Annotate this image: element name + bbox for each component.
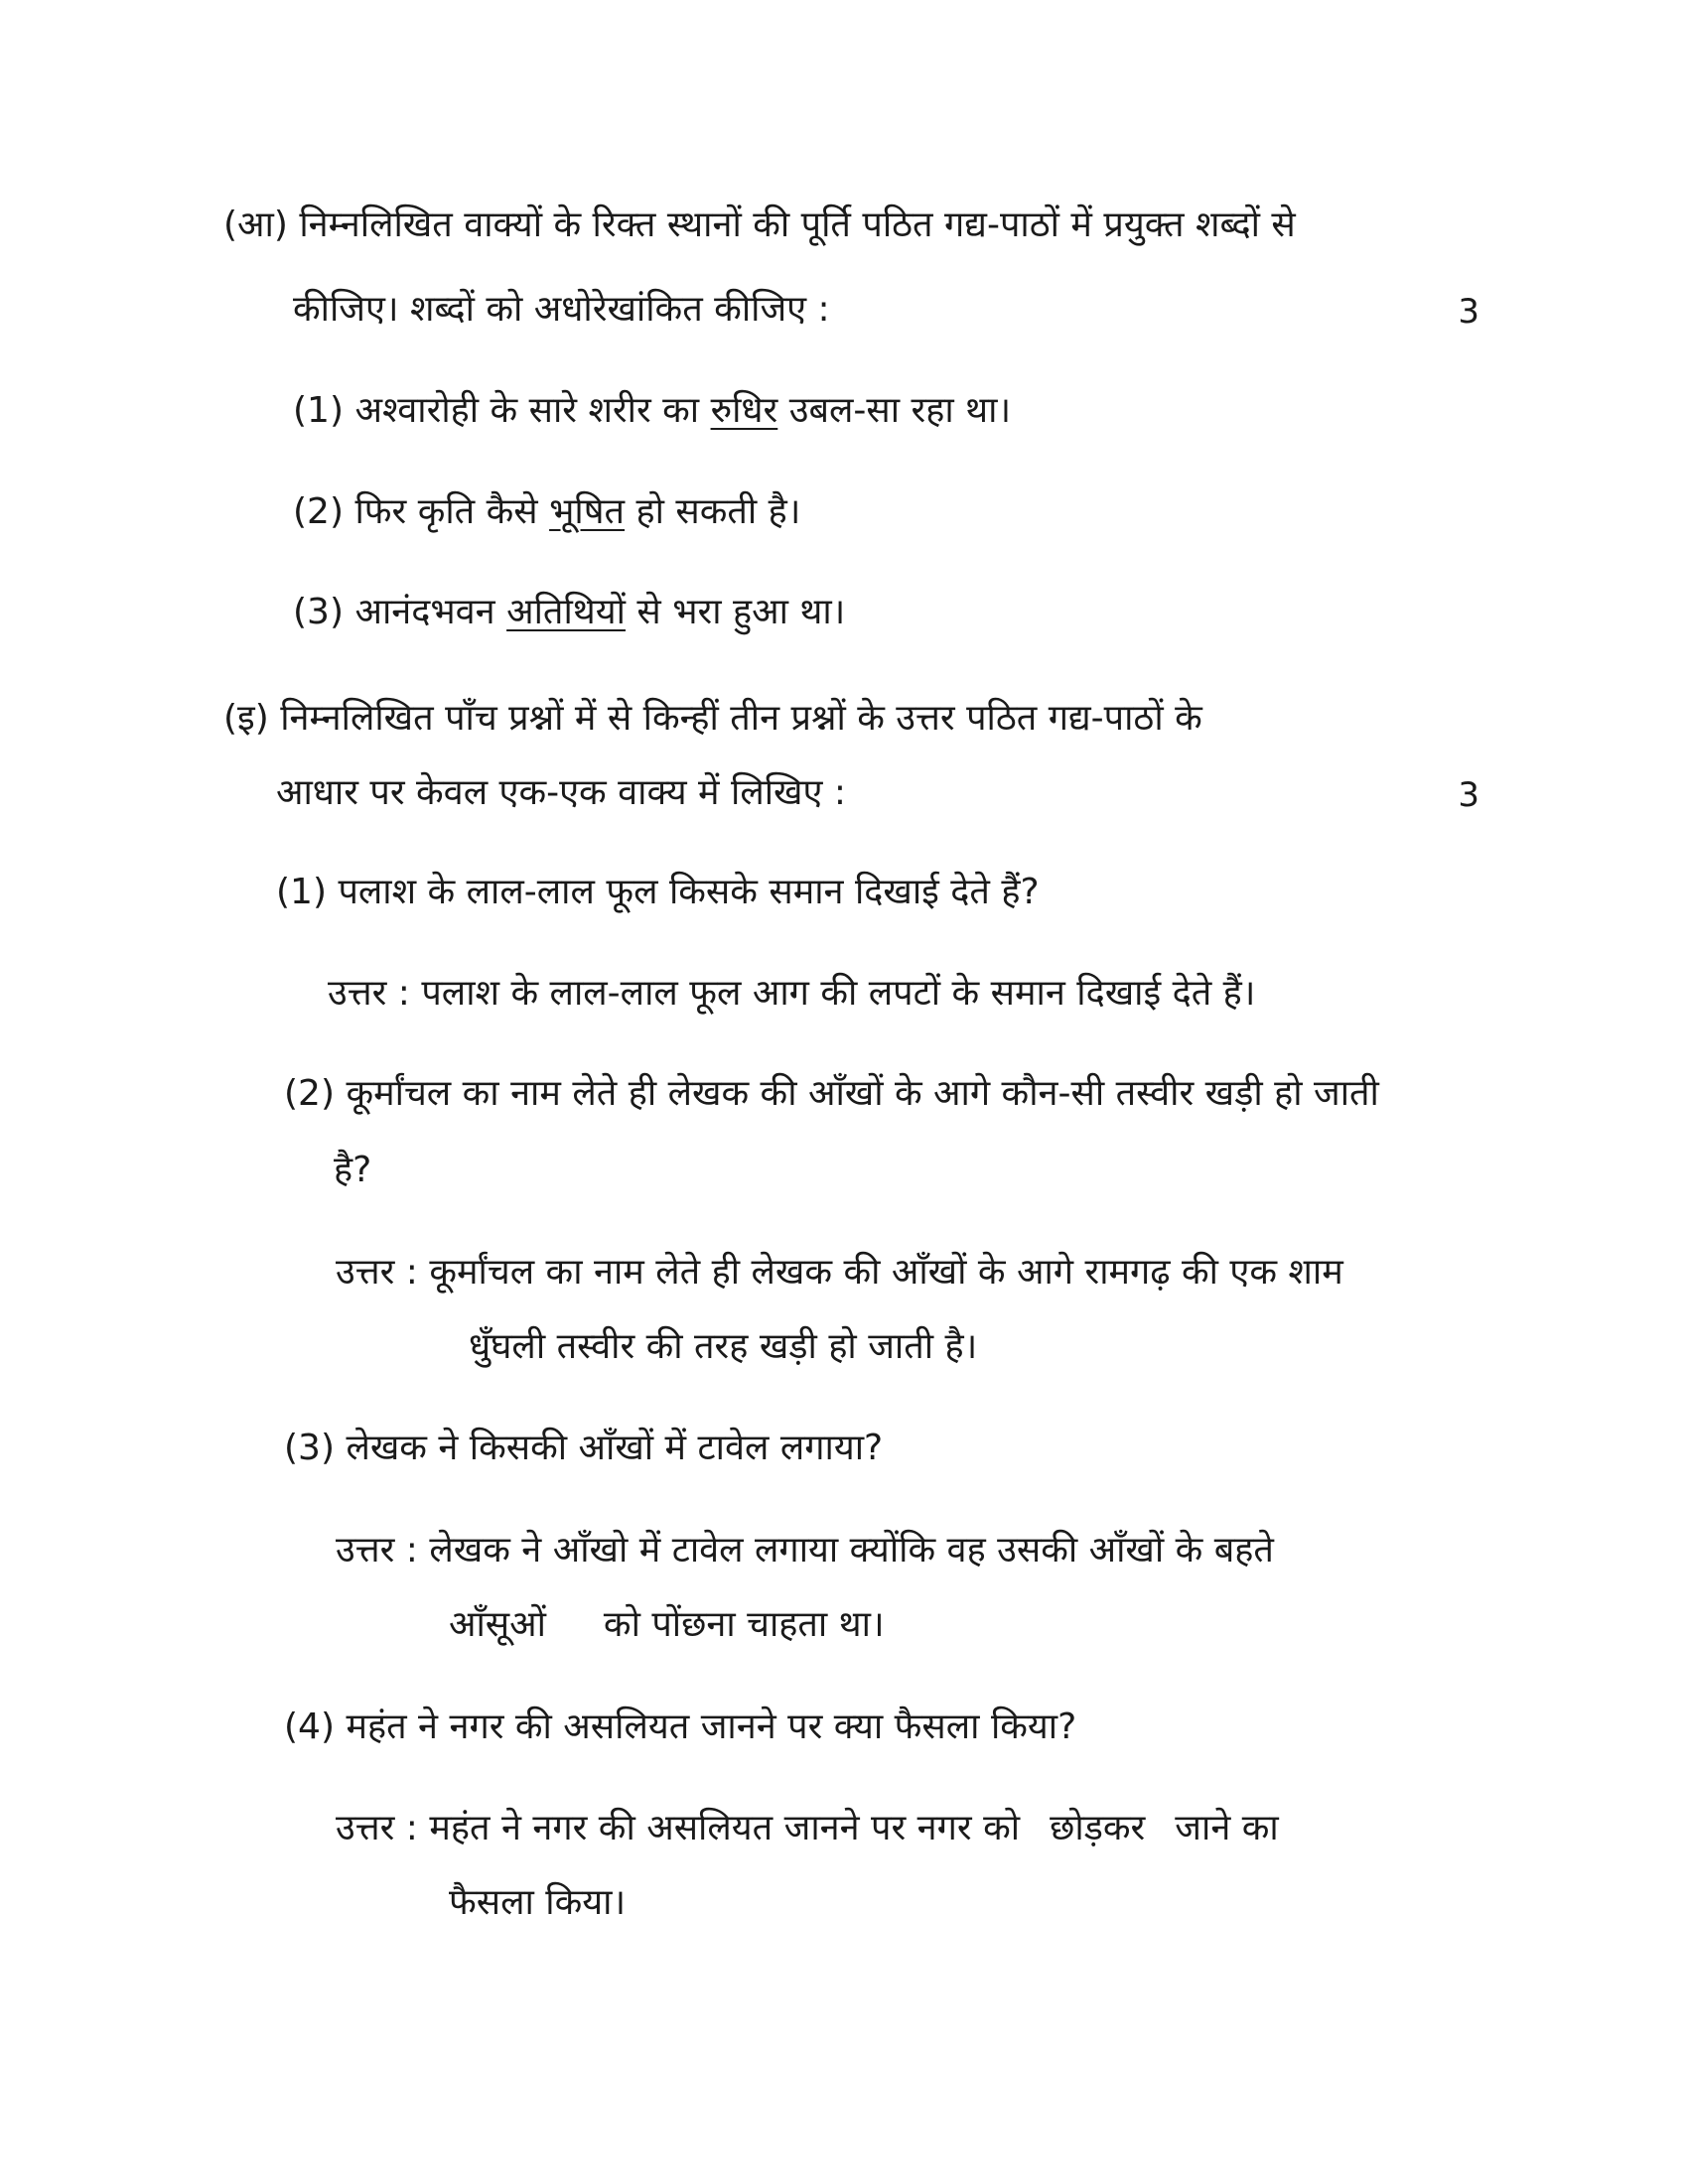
- answer-2-line1: उत्तर : कूर्मांचल का नाम लेते ही लेखक की आँखों के आगे रामगढ़ की एक शाम: [336, 1252, 1343, 1293]
- answer-4-line1: [336, 1805, 1279, 1852]
- fill-blank-item-2: [293, 488, 800, 536]
- item-number: (2): [293, 491, 344, 532]
- answer-3-line1: उत्तर : लेखक ने आँखो में टावेल लगाया क्योंकि वह उसकी आँखों के बहते: [336, 1530, 1274, 1570]
- section-aa-heading-line2: कीजिए। शब्दों को अधोरेखांकित कीजिए :: [293, 289, 830, 330]
- answer-4-part-3: जाने का: [1175, 1808, 1279, 1848]
- section-aa-marks: 3: [1458, 292, 1479, 332]
- item-text-after: उबल-सा रहा था।: [777, 390, 1012, 431]
- fill-blank-item-3: [293, 589, 845, 636]
- question-1: (1) पलाश के लाल-लाल फूल किसके समान दिखाई देते हैं?: [276, 872, 1040, 912]
- section-i-heading-line2: आधार पर केवल एक-एक वाक्य में लिखिए :: [276, 772, 846, 813]
- underlined-word: रुधिर: [710, 390, 778, 431]
- answer-3-word-2: को पोंछना चाहता था।: [603, 1604, 885, 1645]
- question-3: (3) लेखक ने किसकी आँखों में टावेल लगाया?: [284, 1428, 884, 1468]
- item-number: (3): [293, 592, 344, 632]
- answer-4-part-2: छोड़कर: [1050, 1808, 1146, 1848]
- answer-4-line2: फैसला किया।: [449, 1882, 627, 1923]
- item-text-after: हो सकती है।: [625, 491, 801, 532]
- answer-3-line2: [449, 1601, 885, 1649]
- item-text-before: आनंदभवन: [354, 592, 507, 632]
- question-4: (4) महंत ने नगर की असलियत जानने पर क्या फैसला किया?: [284, 1706, 1077, 1747]
- section-i-heading-line1: (इ) निम्नलिखित पाँच प्रश्नों में से किन्हीं तीन प्रश्नों के उत्तर पठित गद्य-पाठों के: [223, 698, 1202, 739]
- fill-blank-item-1: [293, 387, 1011, 435]
- answer-4-part-1: उत्तर : महंत ने नगर की असलियत जानने पर नगर को: [336, 1808, 1021, 1848]
- item-text-before: अश्वारोही के सारे शरीर का: [354, 390, 711, 431]
- section-aa-heading-line1: (आ) निम्नलिखित वाक्यों के रिक्त स्थानों की पूर्ति पठित गद्य-पाठों में प्रयुक्त शब्दों से: [223, 205, 1296, 245]
- answer-1: उत्तर : पलाश के लाल-लाल फूल आग की लपटों के समान दिखाई देते हैं।: [328, 973, 1256, 1014]
- item-text-before: फिर कृति कैसे: [354, 491, 550, 532]
- section-i-marks: 3: [1458, 775, 1479, 815]
- answer-2-line2: धुँघली तस्वीर की तरह खड़ी हो जाती है।: [469, 1326, 978, 1367]
- question-2-line1: (2) कूर्मांचल का नाम लेते ही लेखक की आँखों के आगे कौन-सी तस्वीर खड़ी हो जाती: [284, 1073, 1379, 1114]
- item-number: (1): [293, 390, 344, 431]
- answer-3-word-1: आँसूओं: [449, 1604, 546, 1645]
- item-text-after: से भरा हुआ था।: [625, 592, 846, 632]
- question-2-line2: है?: [334, 1150, 372, 1190]
- underlined-word: अतिथियों: [506, 592, 626, 632]
- underlined-word: भूषित: [549, 491, 626, 532]
